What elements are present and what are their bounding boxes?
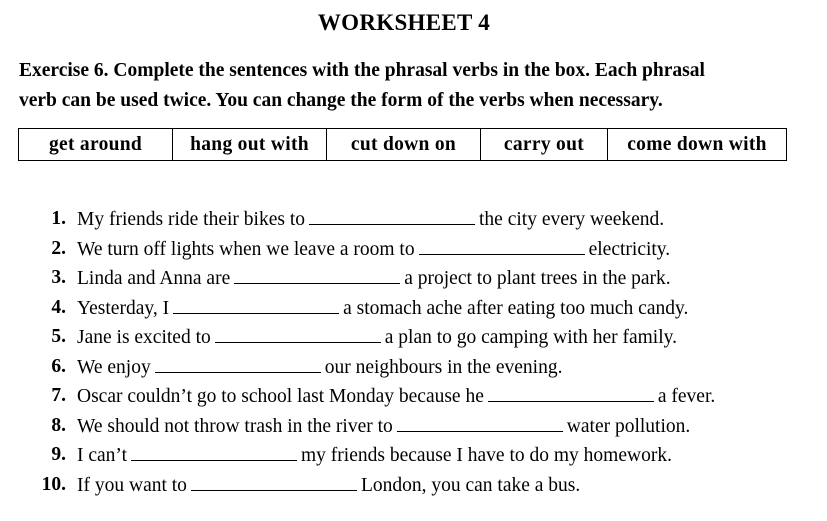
- sentence-text-after: a stomach ache after eating too much candy.: [343, 297, 689, 319]
- answer-blank[interactable]: [173, 296, 339, 314]
- sentence-text-before: If you want to: [77, 474, 187, 496]
- answer-blank[interactable]: [234, 266, 400, 284]
- answer-blank[interactable]: [419, 237, 585, 255]
- sentence-text-after: our neighbours in the evening.: [324, 356, 563, 378]
- sentence-text-before: We should not throw trash in the river to: [77, 415, 393, 437]
- sentence-text-after: my friends because I have to do my homework.: [301, 445, 672, 466]
- answer-blank[interactable]: [131, 443, 297, 461]
- sentence-text-after: water pollution.: [566, 415, 691, 437]
- word-box-item: cut down on: [327, 129, 481, 161]
- sentence-number: 4.: [51, 296, 66, 318]
- sentence-number: 8.: [51, 414, 66, 436]
- sentence-text-before: I can’t: [77, 445, 127, 466]
- word-box-item: hang out with: [173, 129, 327, 161]
- sentence-number: 6.: [51, 355, 66, 377]
- word-box-item: come down with: [608, 129, 787, 161]
- sentence-number: 10.: [41, 473, 66, 495]
- sentence-number: 7.: [51, 385, 66, 406]
- sentence-text-after: electricity.: [588, 238, 671, 260]
- word-box-item: carry out: [481, 129, 608, 161]
- sentence-text-after: a project to plant trees in the park.: [404, 268, 671, 289]
- sentence-number: 2.: [51, 237, 66, 259]
- sentence-number: 9.: [51, 444, 66, 465]
- sentence-text-after: London, you can take a bus.: [360, 474, 581, 496]
- answer-blank[interactable]: [191, 473, 357, 491]
- phrasal-verb-box: [18, 128, 787, 161]
- sentence-text-before: Yesterday, I: [77, 297, 170, 319]
- sentence-text-after: a fever.: [657, 386, 716, 407]
- sentence-number: 3.: [51, 267, 66, 288]
- worksheet-title: WORKSHEET 4: [317, 10, 491, 35]
- sentence-text-before: Linda and Anna are: [77, 268, 231, 289]
- answer-blank[interactable]: [397, 414, 563, 432]
- sentence-text-after: a plan to go camping with her family.: [384, 327, 677, 348]
- sentence-text-before: We turn off lights when we leave a room to: [77, 238, 415, 260]
- sentence-number: 5.: [51, 326, 66, 347]
- sentence-text-before: My friends ride their bikes to: [77, 209, 305, 230]
- answer-blank[interactable]: [309, 207, 475, 225]
- sentence-text-after: the city every weekend.: [479, 209, 665, 230]
- sentence-text-before: We enjoy: [77, 356, 151, 378]
- sentence-number: 1.: [51, 208, 66, 229]
- exercise-instructions: [19, 56, 809, 116]
- sentence-text-before: Jane is excited to: [77, 327, 211, 348]
- word-box-item: get around: [19, 129, 173, 161]
- answer-blank[interactable]: [488, 384, 654, 402]
- instructions-line-2: verb can be used twice. You can change the form of the verbs when necessary.: [19, 90, 663, 111]
- answer-blank[interactable]: [155, 355, 321, 373]
- answer-blank[interactable]: [215, 325, 381, 343]
- instructions-line-1: Exercise 6. Complete the sentences with the phrasal verbs in the box. Each phrasal: [19, 60, 705, 81]
- sentence-text-before: Oscar couldn’t go to school last Monday because he: [77, 386, 484, 407]
